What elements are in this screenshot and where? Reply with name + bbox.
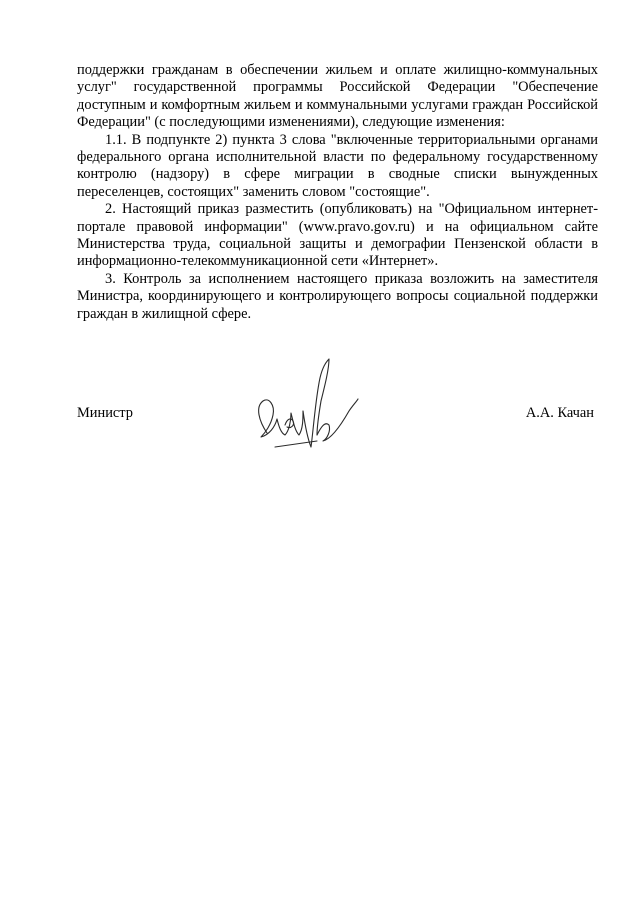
signature-row: [77, 405, 598, 435]
signer-name: А.А. Качан: [525, 405, 594, 421]
document-body: [77, 62, 598, 323]
paragraph-item-3: 3. Контроль за исполнением настоящего приказа возложить на заместителя Министра, координирующего и контролирующего вопросы социальной поддержки граждан в жилищной сфере.: [77, 270, 598, 322]
paragraph-item-1-1: 1.1. В подпункте 2) пункта 3 слова "включенные территориальными органами федерального органа исполнительной власти по федеральному государственному контролю (надзору) в сфере миграции в сводные списки вынужденных переселенцев, состоящих" заменить словом "состоящие".: [77, 131, 598, 200]
signer-position: Министр: [77, 405, 133, 421]
paragraph-item-2: 2. Настоящий приказ разместить (опубликовать) на "Официальном интернет-портале правовой информации" (www.pravo.gov.ru) и на официальном сайте Министерства труда, социальной защиты и демографии Пензенской области в информационно-телекоммуникационной сети «Интернет».: [77, 201, 598, 270]
paragraph-intro: поддержки гражданам в обеспечении жильем и оплате жилищно-коммунальных услуг" государственной программы Российской Федерации "Обеспечение доступным и комфортным жильем и коммунальными услугами граждан Российской Федерации" (с последующими изменениями), следующие изменения:: [77, 62, 598, 131]
